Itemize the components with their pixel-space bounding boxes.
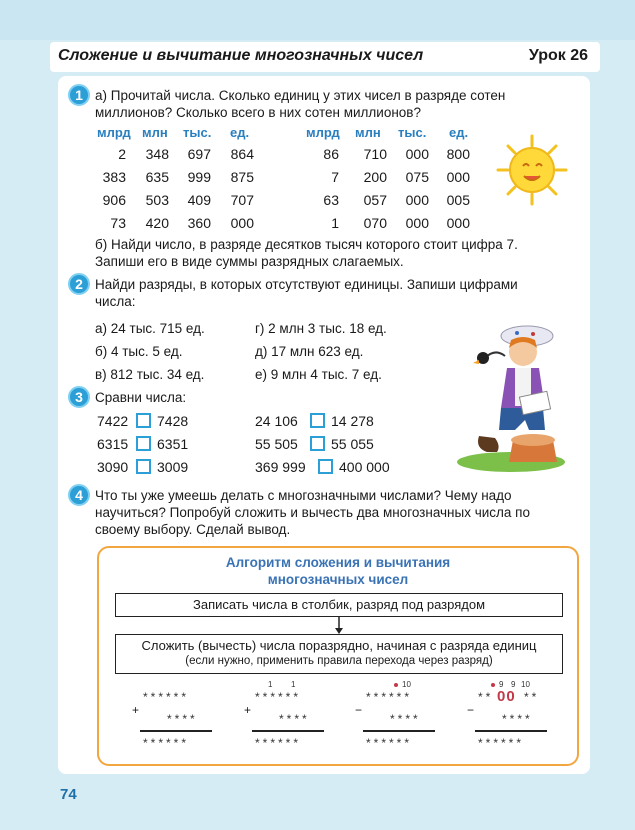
table-cell: 348: [145, 146, 169, 162]
table-cell: 86: [323, 146, 339, 162]
table-cell: 7: [331, 169, 339, 185]
lesson-number: Урок 26: [528, 47, 588, 64]
algorithm-step-2-line1: Сложить (вычесть) числа поразрядно, начиная с разряда единиц: [141, 638, 537, 653]
table-cell: 000: [446, 215, 470, 231]
example-4-minus-sign: −: [467, 703, 475, 717]
table-cell: 000: [230, 215, 254, 231]
compare-answer-box[interactable]: [310, 413, 325, 428]
task-1-text-b-line1: б) Найди число, в разряде десятков тысяч которого стоит цифра 7.: [95, 237, 518, 252]
algorithm-step-1: Записать числа в столбик, разряд под разрядом: [115, 593, 563, 617]
table-cell: 503: [145, 192, 169, 208]
compare-left-number: 7422: [97, 413, 129, 429]
compare-answer-box[interactable]: [136, 459, 151, 474]
compare-right-number: 14 278: [331, 413, 374, 429]
example-4-ten: 10: [521, 680, 530, 689]
example-3-top-operand: ******: [366, 690, 413, 704]
table-cell: 409: [187, 192, 211, 208]
table-cell: 420: [145, 215, 169, 231]
task-4-text-line1: Что ты уже умеешь делать с многозначными числами? Чему надо: [95, 488, 512, 503]
example-2-sum-line: [252, 730, 324, 732]
table-right-header-tys: тыс.: [398, 125, 427, 140]
task-1-text-a-line2: миллионов? Сколько всего в них сотен миллионов?: [95, 105, 421, 120]
compare-answer-box[interactable]: [310, 436, 325, 451]
task-1-text-b-line2: Запиши его в виде суммы разрядных слагаемых.: [95, 254, 404, 269]
example-4-borrow-dot: [491, 683, 495, 687]
table-left-header-tys: тыс.: [183, 125, 212, 140]
algorithm-title-line1: Алгоритм сложения и вычитания: [225, 555, 451, 570]
task-4-text-line3: своему выбору. Сделай вывод.: [95, 522, 291, 537]
page-number: 74: [60, 786, 77, 803]
table-right-header-mln: млн: [355, 125, 381, 140]
task-2-text-line2: числа:: [95, 294, 136, 309]
table-cell: 635: [145, 169, 169, 185]
compare-right-number: 6351: [157, 436, 189, 452]
arrow-down-icon: [333, 617, 345, 635]
table-cell: 697: [187, 146, 211, 162]
table-cell: 999: [187, 169, 211, 185]
task-1-text-a-line1: а) Прочитай числа. Сколько единиц у этих чисел в разряде сотен: [95, 88, 506, 103]
example-4-red-zeros: 00: [497, 688, 516, 705]
task-4-number: 4: [68, 484, 90, 506]
example-4-difference-line: [475, 730, 547, 732]
table-cell: 383: [102, 169, 126, 185]
table-cell: 360: [187, 215, 211, 231]
top-band: [0, 0, 635, 40]
table-right-header-mlrd: млрд: [306, 125, 340, 140]
task-2-item: е) 9 млн 4 тыс. 7 ед.: [255, 367, 382, 382]
compare-left-number: 55 505: [255, 436, 298, 452]
algorithm-step-2: [115, 634, 563, 674]
table-right-header-ed: ед.: [449, 125, 469, 140]
lesson-title: Сложение и вычитание многозначных чисел: [58, 47, 424, 64]
table-cell: 057: [363, 192, 387, 208]
task-1-number: 1: [68, 84, 90, 106]
task-2-item: а) 24 тыс. 715 ед.: [95, 321, 205, 336]
table-left-header-mln: млн: [142, 125, 168, 140]
algorithm-step-2-line2: (если нужно, применить правила перехода через разряд): [185, 655, 493, 667]
example-3-bottom-operand: ****: [390, 712, 421, 726]
example-4-bottom-operand: ****: [502, 712, 533, 726]
task-2-text-line1: Найди разряды, в которых отсутствуют единицы. Запиши цифрами: [95, 277, 518, 292]
table-cell: 070: [363, 215, 387, 231]
compare-right-number: 400 000: [339, 459, 390, 475]
table-cell: 2: [118, 146, 126, 162]
compare-right-number: 3009: [157, 459, 189, 475]
table-cell: 000: [405, 215, 429, 231]
example-1-sum-line: [140, 730, 212, 732]
task-3-text: Сравни числа:: [95, 390, 187, 405]
table-cell: 000: [405, 146, 429, 162]
task-3-number: 3: [68, 386, 90, 408]
compare-left-number: 24 106: [255, 413, 298, 429]
example-3-minus-sign: −: [355, 703, 363, 717]
example-2-plus-sign: +: [244, 703, 252, 717]
task-2-item: г) 2 млн 3 тыс. 18 ед.: [255, 321, 387, 336]
table-cell: 73: [110, 215, 126, 231]
boy-writing-illustration: [455, 322, 567, 472]
example-4-result: ******: [478, 736, 525, 750]
compare-answer-box[interactable]: [318, 459, 333, 474]
compare-left-number: 6315: [97, 436, 129, 452]
table-cell: 200: [363, 169, 387, 185]
compare-left-number: 369 999: [255, 459, 306, 475]
table-cell: 63: [323, 192, 339, 208]
table-cell: 800: [446, 146, 470, 162]
table-left-header-mlrd: млрд: [97, 125, 131, 140]
task-2-item: д) 17 млн 623 ед.: [255, 344, 364, 359]
example-2-result: ******: [255, 736, 302, 750]
compare-right-number: 7428: [157, 413, 189, 429]
table-cell: 000: [405, 192, 429, 208]
table-cell: 707: [230, 192, 254, 208]
example-3-borrow-dot: [394, 683, 398, 687]
lesson-header: [50, 42, 600, 72]
task-4-text-line2: научиться? Попробуй сложить и вычесть два многозначных числа по: [95, 505, 530, 520]
example-1-plus-sign: +: [132, 703, 140, 717]
example-1-result: ******: [143, 736, 190, 750]
example-1-bottom-operand: ****: [167, 712, 198, 726]
table-cell: 1: [331, 215, 339, 231]
table-cell: 875: [230, 169, 254, 185]
compare-answer-box[interactable]: [136, 413, 151, 428]
compare-right-number: 55 055: [331, 436, 374, 452]
task-2-item: в) 812 тыс. 34 ед.: [95, 367, 205, 382]
compare-left-number: 3090: [97, 459, 129, 475]
compare-answer-box[interactable]: [136, 436, 151, 451]
table-cell: 005: [446, 192, 470, 208]
table-left-header-ed: ед.: [230, 125, 250, 140]
example-1-top-operand: ******: [143, 690, 190, 704]
example-4-top-operand-left: **: [478, 690, 494, 704]
table-cell: 906: [102, 192, 126, 208]
example-4-top-operand-right: **: [524, 690, 540, 704]
sun-illustration: [496, 134, 568, 206]
example-2-carry-2: 1: [291, 680, 296, 689]
example-3-difference-line: [363, 730, 435, 732]
example-2-carry-1: 1: [268, 680, 273, 689]
example-2-bottom-operand: ****: [279, 712, 310, 726]
example-3-result: ******: [366, 736, 413, 750]
task-2-item: б) 4 тыс. 5 ед.: [95, 344, 183, 359]
task-2-number: 2: [68, 273, 90, 295]
table-cell: 000: [446, 169, 470, 185]
table-cell: 075: [405, 169, 429, 185]
example-3-ten: 10: [402, 680, 411, 689]
table-cell: 864: [230, 146, 254, 162]
example-4-nine-1: 9: [499, 680, 504, 689]
algorithm-title-line2: многозначных чисел: [267, 572, 409, 587]
example-4-nine-2: 9: [511, 680, 516, 689]
example-2-top-operand: ******: [255, 690, 302, 704]
table-cell: 710: [363, 146, 387, 162]
